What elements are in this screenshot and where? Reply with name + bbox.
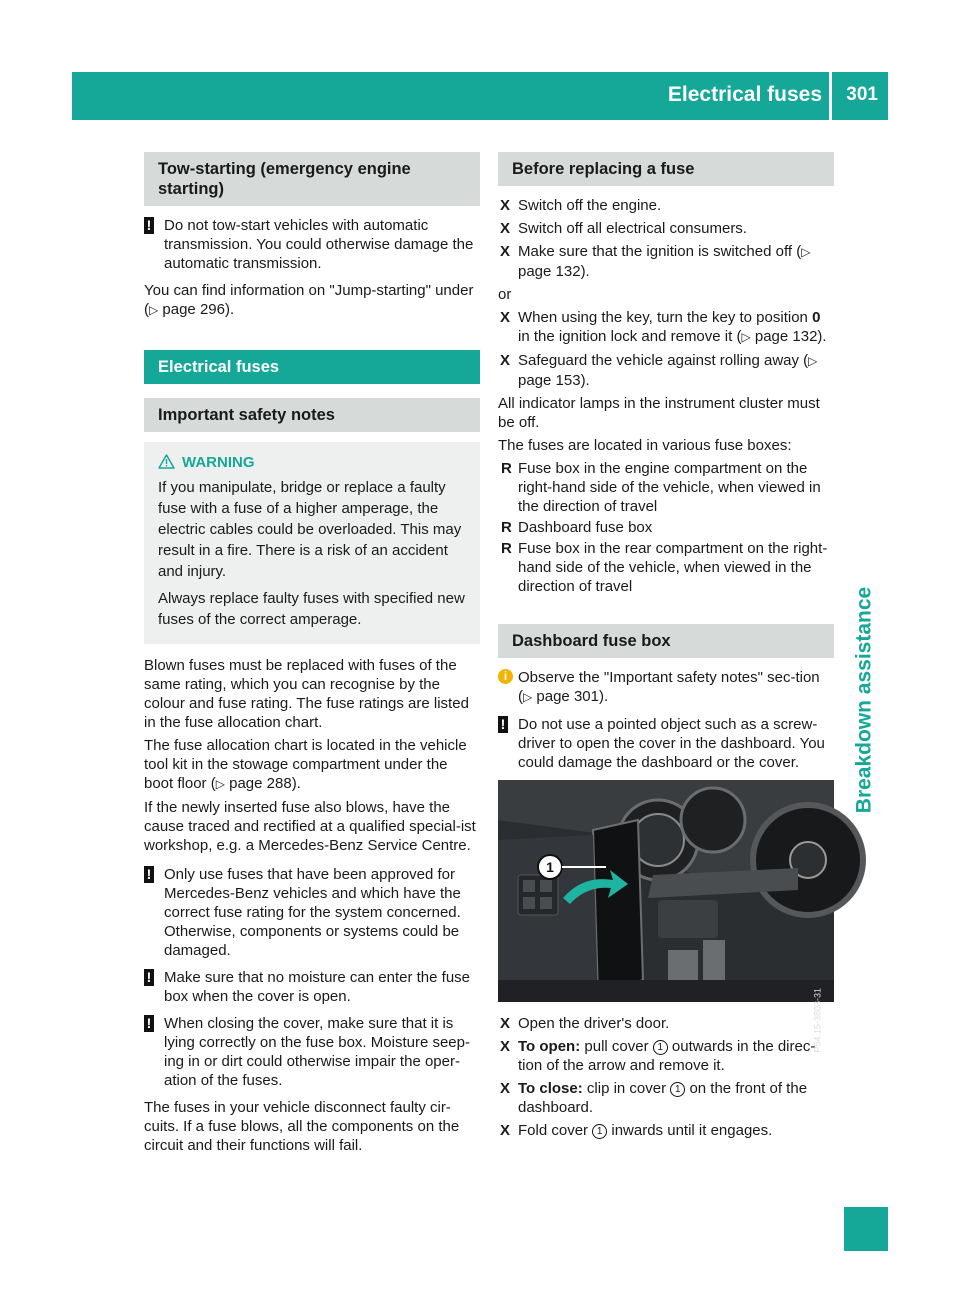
page-header	[72, 72, 888, 120]
instruction-step: X Switch off the engine.	[500, 197, 662, 214]
right-column	[498, 152, 834, 1144]
photo-reference-code: P54.15-3803-31	[813, 988, 823, 1053]
instruction-step: X To close: clip in cover 1 on the front of the dashboard.	[500, 1080, 808, 1116]
caution-note	[144, 865, 480, 960]
page-ref-link[interactable]: page 301).	[536, 688, 609, 705]
note-text: When closing the cover, make sure that it is lying correctly on the fuse box. Moisture seep-ing in or dirt could otherwise impair the oper-ation of the fuses.	[164, 1015, 470, 1089]
page-ref-link[interactable]: page 132).	[518, 263, 590, 280]
step-arrow-icon: X	[500, 197, 511, 214]
left-column	[144, 152, 480, 1159]
instruction-step: X Safeguard the vehicle against rolling away (▷ page 153).	[500, 352, 818, 389]
section-heading-safety-notes: Important safety notes	[144, 398, 480, 432]
instruction-step: X When using the key, turn the key to position 0 in the ignition lock and remove it (▷ page 132).	[500, 309, 827, 345]
note-text: Do not tow-start vehicles with automatic transmission. You could otherwise damage the automatic transmission.	[164, 217, 474, 272]
exclamation-icon: !	[144, 866, 154, 883]
step-arrow-icon: X	[500, 243, 511, 260]
page-ref-icon: ▷	[808, 354, 818, 368]
info-icon: i	[498, 669, 513, 684]
header-divider	[829, 72, 832, 120]
page-ref-icon: ▷	[215, 777, 225, 791]
instruction-step: X To open: pull cover 1 outwards in the direc-tion of the arrow and remove it.	[500, 1038, 816, 1074]
chapter-heading-electrical-fuses: Electrical fuses	[144, 350, 480, 384]
section-heading-before-replacing: Before replacing a fuse	[498, 152, 834, 186]
photo-callout: 1	[546, 859, 554, 875]
side-tab-block	[844, 1207, 888, 1251]
exclamation-icon: !	[498, 716, 508, 733]
page-ref-link[interactable]: page 296).	[162, 301, 235, 318]
page-number: 301	[846, 84, 878, 105]
instruction-step: X Fold cover 1 inwards until it engages.	[500, 1122, 773, 1139]
page-ref-icon: ▷	[801, 245, 811, 259]
list-item: R Fuse box in the engine compartment on the right-hand side of the vehicle, when viewed in the direction of travel	[501, 460, 821, 515]
warning-heading: WARNING	[158, 452, 470, 473]
dashboard-illustration	[498, 780, 834, 1002]
bullet-icon: R	[501, 460, 512, 477]
step-arrow-icon: X	[500, 309, 511, 326]
note-text: Do not use a pointed object such as a screw-driver to open the cover in the dashboard. You could damage the dashboard or the cover.	[518, 716, 825, 771]
instruction-step: X Switch off all electrical consumers.	[500, 220, 747, 237]
section-heading-tow-starting: Tow-starting (emergency engine starting)	[144, 152, 480, 206]
exclamation-icon: !	[144, 217, 154, 234]
step-arrow-icon: X	[500, 1122, 511, 1139]
page-ref-icon: ▷	[741, 330, 751, 344]
exclamation-icon: !	[144, 1015, 154, 1032]
paragraph: All indicator lamps in the instrument cluster must be off.	[498, 395, 820, 431]
warning-text: Always replace faulty fuses with specified new fuses of the correct amperage.	[158, 590, 465, 628]
page-ref-link[interactable]: page 288).	[229, 775, 301, 792]
list-item: R Fuse box in the rear compartment on the right-hand side of the vehicle, when viewed in the direction of travel	[501, 540, 828, 595]
note-text: Make sure that no moisture can enter the fuse box when the cover is open.	[164, 969, 470, 1005]
or-text: or	[498, 286, 512, 303]
warning-triangle-icon	[158, 454, 175, 469]
section-heading-dashboard-fuse-box: Dashboard fuse box	[498, 624, 834, 658]
caution-note	[144, 216, 480, 273]
side-tab-label: Breakdown assistance	[852, 586, 876, 814]
list-item: R Dashboard fuse box	[501, 519, 653, 536]
info-note: i Observe the "Important safety notes" sec-tion (▷ page 301).	[498, 668, 834, 707]
bullet-icon: R	[501, 519, 512, 536]
step-arrow-icon: X	[500, 1015, 511, 1032]
warning-text: If you manipulate, bridge or replace a faulty fuse with a fuse of a higher amperage, the electric cables could be overloaded. This may result in a fire. There is a risk of an accident and injury.	[158, 479, 462, 580]
header-title: Electrical fuses	[667, 83, 822, 106]
caution-note	[144, 968, 480, 1006]
page-ref-icon: ▷	[523, 690, 533, 704]
paragraph: The fuse allocation chart is located in the vehicle tool kit in the stowage compartment under the boot floor (▷ page 288).	[144, 737, 467, 792]
caution-note	[144, 1014, 480, 1090]
page-ref-link[interactable]: page 153).	[518, 372, 590, 389]
note-text: Only use fuses that have been approved for Mercedes-Benz vehicles and which have the correct fuse rating for the system concerned. Otherwise, components or systems could be damaged.	[164, 866, 461, 959]
callout-number-icon: 1	[653, 1040, 668, 1055]
paragraph: The fuses are located in various fuse boxes:	[498, 437, 792, 454]
page-ref-link[interactable]: page 132).	[754, 328, 827, 345]
paragraph: Blown fuses must be replaced with fuses of the same rating, which you can recognise by the colour and fuse rating. The fuse ratings are listed in the fuse allocation chart.	[144, 657, 469, 731]
step-arrow-icon: X	[500, 352, 511, 369]
callout-number-icon: 1	[592, 1124, 607, 1139]
paragraph: You can find information on "Jump-starting" under (▷ page 296).	[144, 282, 474, 318]
caution-note	[498, 715, 834, 772]
bullet-icon: R	[501, 540, 512, 557]
paragraph: The fuses in your vehicle disconnect faulty cir-cuits. If a fuse blows, all the components on the circuit and their functions will fail.	[144, 1099, 460, 1154]
paragraph: If the newly inserted fuse also blows, have the cause traced and rectified at a qualified special-ist workshop, e.g. a Mercedes-Benz Service Centre.	[144, 799, 476, 854]
step-arrow-icon: X	[500, 1038, 511, 1055]
callout-number-icon: 1	[670, 1082, 685, 1097]
instruction-step: X Open the driver's door.	[500, 1015, 670, 1032]
step-arrow-icon: X	[500, 1080, 511, 1097]
instruction-step: X Make sure that the ignition is switched off (▷ page 132).	[500, 243, 811, 280]
warning-box	[144, 442, 480, 644]
page-ref-icon: ▷	[149, 303, 159, 317]
step-arrow-icon: X	[500, 220, 511, 237]
exclamation-icon: !	[144, 969, 154, 986]
